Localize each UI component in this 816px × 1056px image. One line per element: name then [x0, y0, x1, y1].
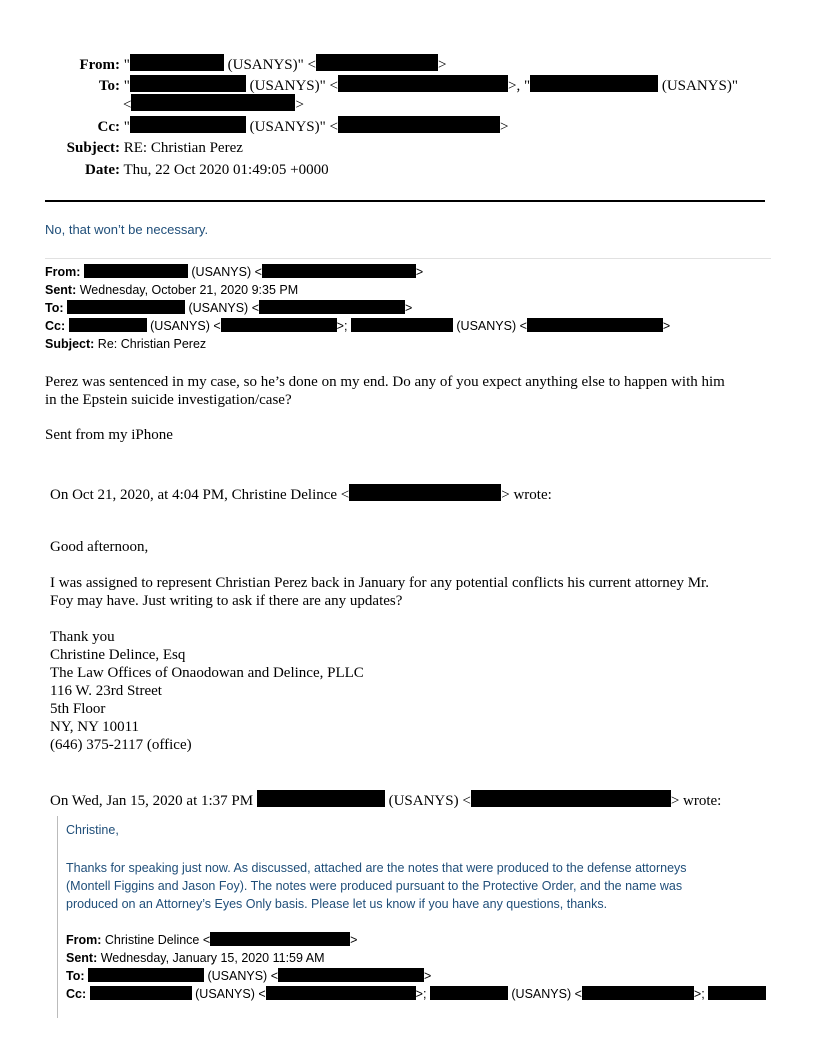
msg4-to-label: To: — [66, 969, 85, 983]
redaction — [349, 484, 501, 501]
redaction — [259, 300, 405, 314]
redaction — [262, 264, 416, 278]
msg2-subject-label: Subject: — [45, 337, 95, 351]
header-date-row — [40, 160, 329, 180]
msg4-body-line: produced on an Attorney’s Eyes Only basis. Please let us know if you have any questions, thanks. — [66, 897, 608, 911]
header-cc-row: Cc: " (USANYS)" < > — [40, 116, 508, 137]
redaction — [88, 968, 204, 982]
redaction — [338, 75, 508, 92]
msg4-cc-org-2: (USANYS) — [511, 987, 572, 1001]
msg2-to-row: To: (USANYS) < > — [45, 301, 413, 315]
redaction — [338, 116, 500, 133]
msg4-to-row: To: (USANYS) < > — [66, 969, 432, 983]
msg4-sent-row — [66, 949, 325, 967]
redaction — [69, 318, 147, 332]
msg4-wrote-prefix: On Wed, Jan 15, 2020 at 1:37 PM — [50, 793, 254, 809]
msg4-body-line: (Montell Figgins and Jason Foy). The notes were produced pursuant to the Protective Order, and the name was — [66, 879, 683, 893]
header-to-org-2: (USANYS)" — [661, 78, 738, 94]
msg2-body-line: in the Epstein suicide investigation/case? — [45, 392, 292, 408]
header-from-org: (USANYS)" — [227, 57, 304, 73]
redaction — [221, 318, 337, 332]
msg3-wrote-prefix: On Oct 21, 2020, at 4:04 PM, Christine Delince < — [50, 487, 350, 503]
redaction — [210, 932, 350, 946]
msg2-cc-org-2: (USANYS) — [456, 319, 517, 333]
header-subject: RE: Christian Perez — [123, 140, 243, 156]
msg4-cc-label: Cc: — [66, 987, 87, 1001]
header-to-org-1: (USANYS)" — [249, 78, 326, 94]
reply-divider — [45, 258, 771, 259]
redaction — [582, 986, 694, 1000]
msg4-from-row: From: Christine Delince < > — [66, 933, 358, 947]
msg4-to-org: (USANYS) — [207, 969, 268, 983]
header-subject-row — [40, 138, 243, 158]
quote-bar — [57, 816, 58, 1018]
redaction — [130, 116, 246, 133]
redaction — [131, 94, 295, 111]
msg2-from-row: From: (USANYS) < > — [45, 265, 424, 279]
msg4-cc-org-1: (USANYS) — [195, 987, 255, 1001]
header-to-label: To: — [98, 78, 120, 94]
redaction — [266, 986, 416, 1000]
signature-line: The Law Offices of Onaodowan and Delince, PLLC — [50, 665, 364, 681]
msg3-greeting: Good afternoon, — [50, 539, 149, 555]
redaction — [278, 968, 424, 982]
msg2-to-org: (USANYS) — [188, 301, 249, 315]
header-to-row-cont: < > — [123, 94, 304, 115]
header-cc-label: Cc: — [97, 119, 120, 135]
redaction — [90, 986, 192, 1000]
msg2-from-org: (USANYS) — [191, 265, 252, 279]
msg4-from-label: From: — [66, 933, 102, 947]
msg4-sent: Wednesday, January 15, 2020 11:59 AM — [100, 951, 325, 965]
msg4-greeting: Christine, — [66, 823, 119, 837]
redaction — [130, 75, 246, 92]
header-from-row: From: " (USANYS)" < > — [40, 54, 446, 75]
msg2-sent: Wednesday, October 21, 2020 9:35 PM — [79, 283, 299, 297]
msg3-body-line: Foy may have. Just writing to ask if there are any updates? — [50, 593, 403, 609]
redaction — [130, 54, 224, 71]
msg4-cc-row: Cc: (USANYS) < >; (USANYS) < >; — [66, 985, 766, 1003]
msg3-wrote-line — [50, 484, 552, 505]
redaction — [257, 790, 385, 807]
msg2-cc-label: Cc: — [45, 319, 66, 333]
msg2-cc-org-1: (USANYS) — [150, 319, 210, 333]
msg4-body-line: Thanks for speaking just now. As discussed, attached are the notes that were produced to the defense attorneys — [66, 861, 687, 875]
redaction — [430, 986, 508, 1000]
msg4-wrote-suffix: > wrote: — [670, 793, 722, 809]
header-from-label: From: — [79, 57, 120, 73]
msg3-body-line: I was assigned to represent Christian Perez back in January for any potential conflicts his current attorney Mr. — [50, 575, 709, 591]
redaction — [67, 300, 185, 314]
msg2-sent-row — [45, 281, 298, 299]
signature-line: (646) 375-2117 (office) — [50, 737, 192, 753]
msg2-body-line: Perez was sentenced in my case, so he’s done on my end. Do any of you expect anything else to happen with him — [45, 374, 725, 390]
redaction — [351, 318, 453, 332]
header-date: Thu, 22 Oct 2020 01:49:05 +0000 — [123, 162, 329, 178]
msg4-sent-label: Sent: — [66, 951, 98, 965]
header-date-label: Date: — [85, 162, 120, 178]
msg2-subject: Re: Christian Perez — [97, 337, 207, 351]
redaction — [471, 790, 671, 807]
signature-line: Christine Delince, Esq — [50, 647, 186, 663]
signature-line: 5th Floor — [50, 701, 106, 717]
header-cc-org: (USANYS)" — [249, 119, 326, 135]
msg2-signoff: Sent from my iPhone — [45, 427, 173, 443]
reply-text: No, that won’t be necessary. — [45, 222, 209, 237]
msg2-subject-row — [45, 335, 206, 353]
msg2-sent-label: Sent: — [45, 283, 77, 297]
msg4-wrote-line — [50, 790, 721, 811]
msg4-wrote-org: (USANYS) < — [388, 793, 471, 809]
signature-line: Thank you — [50, 629, 115, 645]
msg3-wrote-suffix: > wrote: — [501, 487, 552, 503]
msg4-from: Christine Delince — [104, 933, 200, 947]
redaction — [708, 986, 766, 1000]
redaction — [527, 318, 663, 332]
msg3-signature — [50, 628, 364, 754]
msg2-from-label: From: — [45, 265, 81, 279]
header-subject-label: Subject: — [66, 140, 120, 156]
header-divider — [45, 200, 765, 202]
msg4-body — [66, 859, 687, 913]
msg2-cc-row: Cc: (USANYS) < >; (USANYS) < > — [45, 319, 671, 333]
msg2-to-label: To: — [45, 301, 64, 315]
signature-line: 116 W. 23rd Street — [50, 683, 162, 699]
header-to-row: To: " (USANYS)" < >, " (USANYS)" — [40, 75, 738, 96]
signature-line: NY, NY 10011 — [50, 719, 140, 735]
redaction — [84, 264, 188, 278]
redaction — [530, 75, 658, 92]
redaction — [316, 54, 438, 71]
